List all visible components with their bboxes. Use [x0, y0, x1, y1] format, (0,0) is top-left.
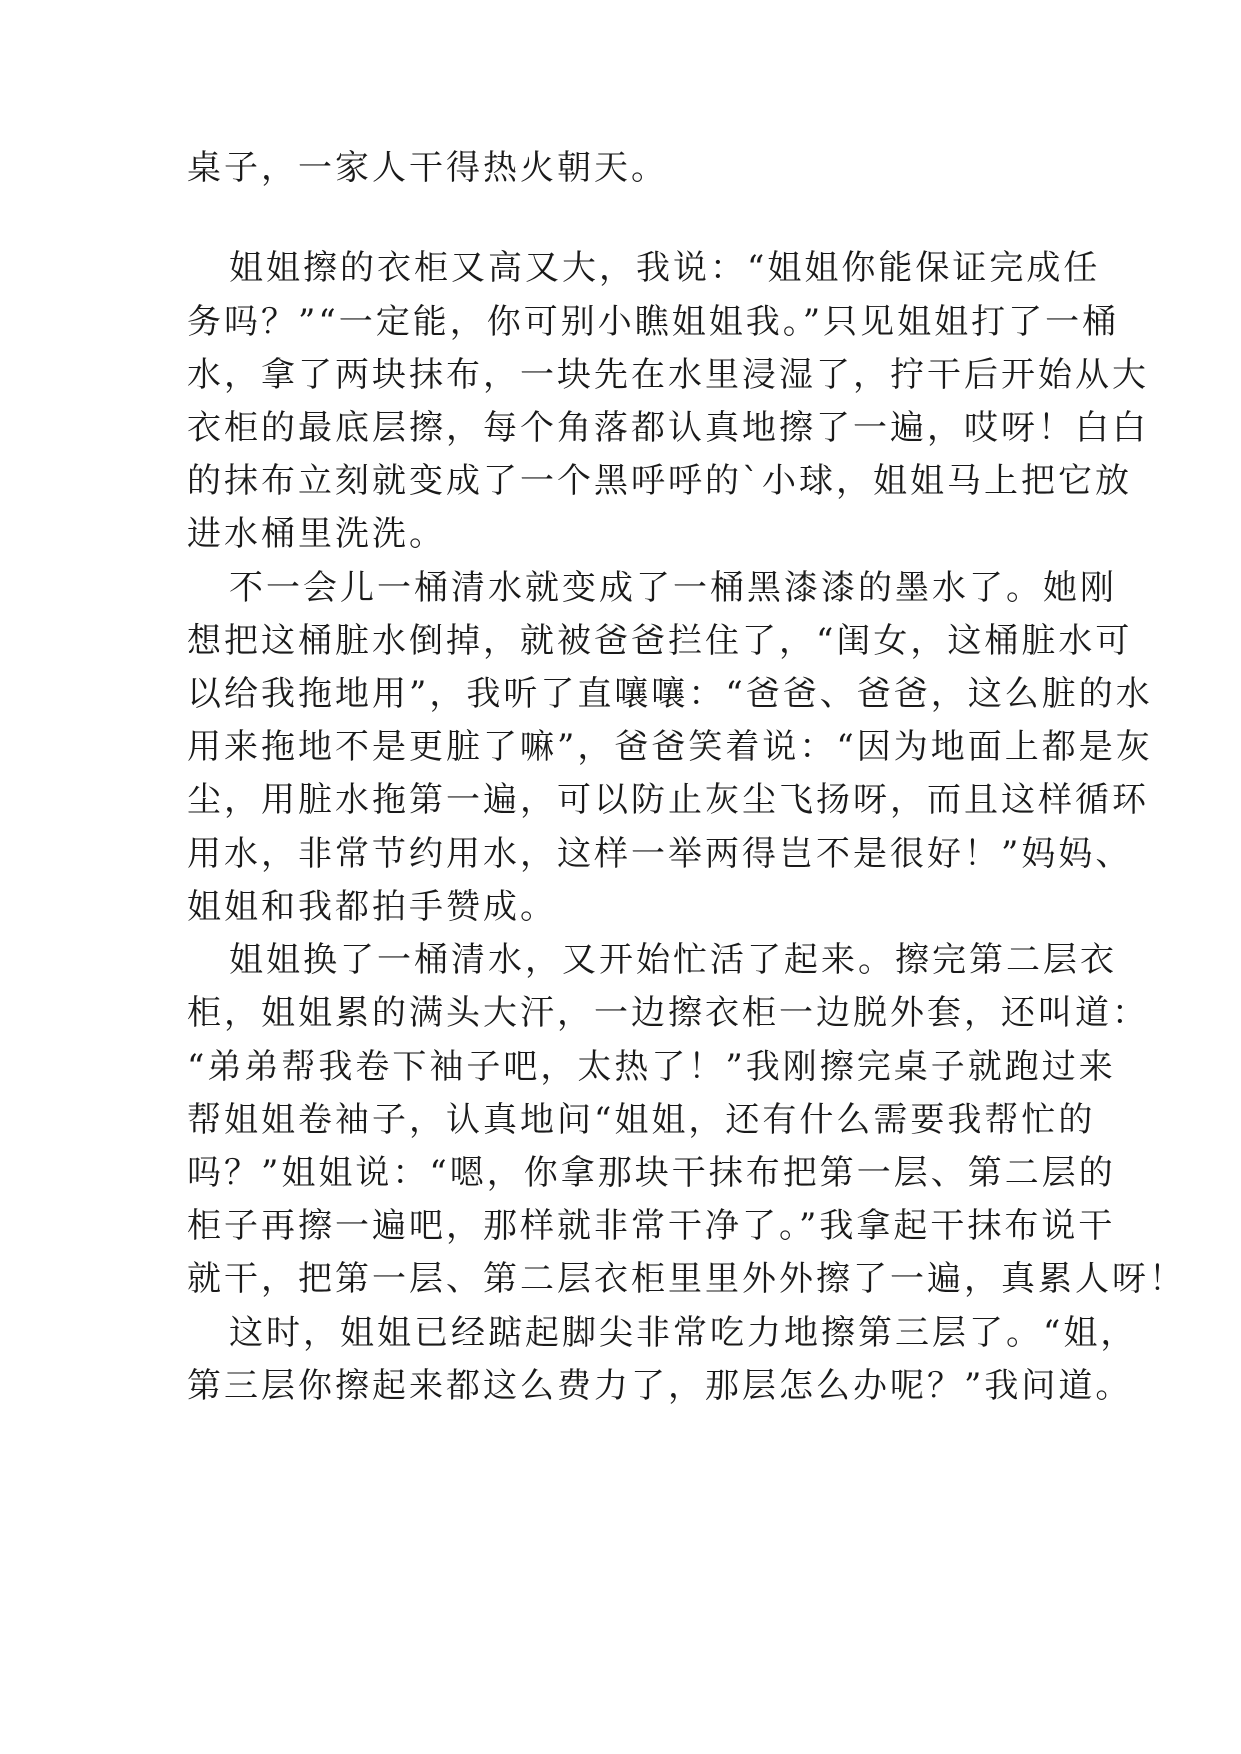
text-line: 用来拖地不是更脏了嘛”，爸爸笑着说：“因为地面上都是灰 [187, 727, 1153, 767]
text-line: 柜子再擦一遍吧，那样就非常干净了。”我拿起干抹布说干 [187, 1206, 1116, 1246]
text-line: 想把这桶脏水倒掉，就被爸爸拦住了，“闺女，这桶脏水可 [187, 621, 1133, 661]
text-line: 就干，把第一层、第二层衣柜里里外外擦了一遍，真累人呀！ [187, 1259, 1186, 1299]
text-line: 水，拿了两块抹布，一块先在水里浸湿了，拧干后开始从大 [187, 355, 1149, 395]
text-line: 姐姐擦的衣柜又高又大，我说：“姐姐你能保证完成任 [229, 248, 1101, 288]
text-line: 吗？”姐姐说：“嗯，你拿那块干抹布把第一层、第二层的 [187, 1153, 1116, 1193]
text-line: 进水桶里洗洗。 [187, 514, 446, 554]
text-line: 不一会儿一桶清水就变成了一桶黑漆漆的墨水了。她刚 [229, 568, 1117, 608]
text-line: “弟弟帮我卷下袖子吧，太热了！”我刚擦完桌子就跑过来 [187, 1047, 1116, 1087]
text-line: 桌子，一家人干得热火朝天。 [187, 148, 668, 188]
text-line: 衣柜的最底层擦，每个角落都认真地擦了一遍，哎呀！白白 [187, 408, 1149, 448]
text-line: 姐姐和我都拍手赞成。 [187, 887, 557, 927]
text-line: 第三层你擦起来都这么费力了，那层怎么办呢？”我问道。 [187, 1366, 1133, 1406]
text-line: 帮姐姐卷袖子，认真地问“姐姐，还有什么需要我帮忙的 [187, 1100, 1096, 1140]
text-line: 用水，非常节约用水，这样一举两得岂不是很好！”妈妈、 [187, 834, 1133, 874]
text-line: 这时，姐姐已经踮起脚尖非常吃力地擦第三层了。“姐， [229, 1313, 1138, 1353]
text-line: 姐姐换了一桶清水，又开始忙活了起来。擦完第二层衣 [229, 940, 1117, 980]
text-line: 的抹布立刻就变成了一个黑呼呼的`小球，姐姐马上把它放 [187, 461, 1132, 501]
text-line: 以给我拖地用”，我听了直嚷嚷：“爸爸、爸爸，这么脏的水 [187, 674, 1153, 714]
text-line: 尘，用脏水拖第一遍，可以防止灰尘飞扬呀，而且这样循环 [187, 780, 1149, 820]
text-line: 务吗？”“一定能，你可别小瞧姐姐我。”只见姐姐打了一桶 [187, 302, 1120, 342]
text-line: 柜，姐姐累的满头大汗，一边擦衣柜一边脱外套，还叫道： [187, 993, 1149, 1033]
